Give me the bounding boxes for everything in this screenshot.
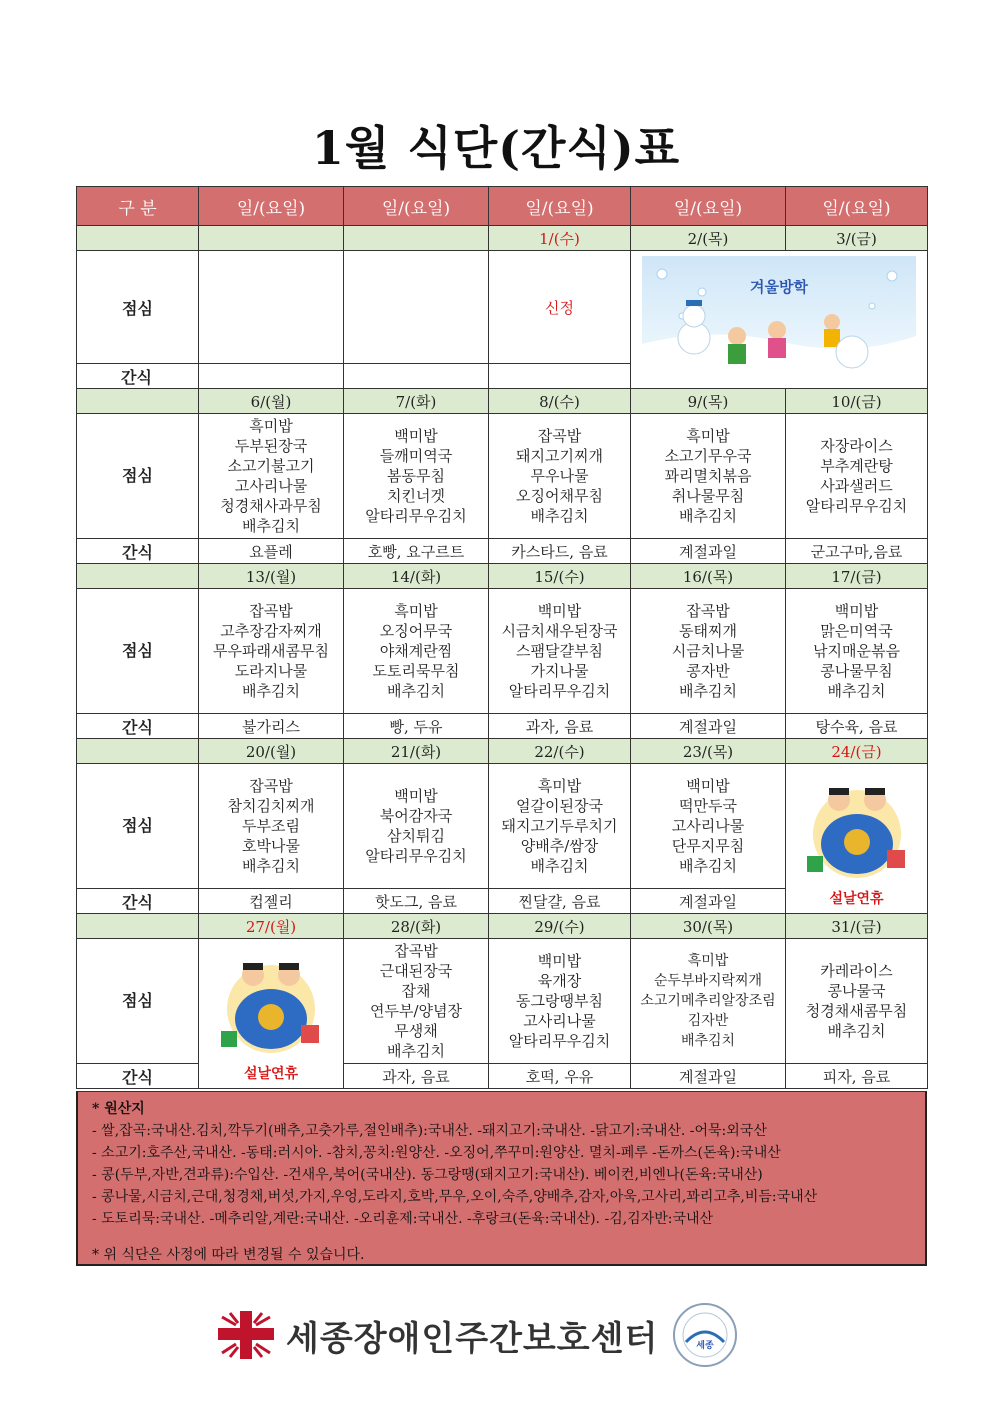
snack-label: 간식 <box>77 714 199 739</box>
menu-item: 잡곡밥 <box>394 942 438 960</box>
menu-item: 배추김치 <box>242 517 300 535</box>
snack-cell: 계절과일 <box>631 714 786 739</box>
menu-cell <box>344 414 489 539</box>
snack-cell: 찐달걀, 음료 <box>489 889 631 914</box>
menu-cell <box>489 764 631 889</box>
winter-break-text: 겨울방학 <box>750 277 808 296</box>
menu-item: 취나물무침 <box>671 487 745 505</box>
menu-item: 무우파래새콤무침 <box>213 642 329 660</box>
winter-break-illustration <box>642 256 916 380</box>
date-cell: 31/(금) <box>786 914 928 939</box>
menu-item: 고추장감자찌개 <box>220 622 322 640</box>
menu-cell <box>489 414 631 539</box>
menu-item: 시금치나물 <box>671 642 745 660</box>
header-category: 구 분 <box>77 187 199 226</box>
menu-item: 카레라이스 <box>820 962 893 980</box>
menu-item: 돼지고기찌개 <box>516 447 603 465</box>
menu-item: 스팸달걀부침 <box>516 642 603 660</box>
menu-item: 무우나물 <box>530 467 589 485</box>
menu-item: 오징어채무침 <box>516 487 603 505</box>
change-notice: * 위 식단은 사정에 따라 변경될 수 있습니다. <box>92 1247 365 1263</box>
menu-item: 배추김치 <box>679 507 737 525</box>
menu-item: 떡만두국 <box>679 797 737 815</box>
menu-item: 배추김치 <box>679 857 737 875</box>
menu-item: 동태찌개 <box>679 622 737 640</box>
menu-cell <box>786 414 928 539</box>
snack-label: 간식 <box>77 539 199 564</box>
date-cell: 27/(월) <box>199 914 344 939</box>
holiday-label: 설날연휴 <box>243 1065 299 1082</box>
date-cell <box>199 226 344 251</box>
menu-item: 잡곡밥 <box>249 602 293 620</box>
menu-item: 얼갈이된장국 <box>516 797 603 815</box>
menu-item: 콩자반 <box>686 662 730 680</box>
date-cell: 7/(화) <box>344 389 489 414</box>
menu-item: 청경채새콤무침 <box>805 1002 908 1020</box>
date-cell: 16/(목) <box>631 564 786 589</box>
menu-item: 삼치튀김 <box>387 827 445 845</box>
menu-cell <box>631 939 786 1064</box>
menu-item: 부추계란탕 <box>820 457 893 475</box>
snack-cell: 불가리스 <box>199 714 344 739</box>
menu-item: 들깨미역국 <box>379 447 453 465</box>
menu-item: 배추김치 <box>679 682 737 700</box>
menu-item: 시금치새우된장국 <box>501 622 618 640</box>
menu-item: 연두부/양념장 <box>370 1002 462 1020</box>
menu-item: 도토리묵무침 <box>372 662 460 680</box>
menu-item: 꽈리멸치볶음 <box>664 467 752 485</box>
lunar-new-year-illustration <box>797 770 917 888</box>
date-row <box>77 389 928 414</box>
org-name: 세종장애인주간보호센터 <box>286 1318 659 1359</box>
lunch-row <box>77 589 928 714</box>
snack-label: 간식 <box>77 889 199 914</box>
menu-item: 알타리무우김치 <box>365 847 467 865</box>
menu-item: 맑은미역국 <box>820 622 893 640</box>
menu-item: 잡곡밥 <box>537 427 582 445</box>
menu-item: 잡곡밥 <box>686 602 730 620</box>
menu-cell <box>344 939 489 1064</box>
menu-item: 두부된장국 <box>234 437 308 455</box>
lunch-label: 점심 <box>77 589 199 714</box>
date-cell: 30/(목) <box>631 914 786 939</box>
lunch-label: 점심 <box>77 764 199 889</box>
menu-cell <box>199 589 344 714</box>
menu-cell <box>786 939 928 1064</box>
snack-cell: 빵, 두유 <box>344 714 489 739</box>
menu-item: 백미밥 <box>394 427 438 445</box>
lunch-row <box>77 251 928 364</box>
menu-item: 도라지나물 <box>234 662 308 680</box>
menu-item: 백미밥 <box>537 952 582 970</box>
menu-item: 봄동무침 <box>387 467 445 485</box>
menu-item: 백미밥 <box>834 602 879 620</box>
date-row <box>77 739 928 764</box>
menu-item: 알타리무우김치 <box>365 507 467 525</box>
date-cell: 3/(금) <box>786 226 928 251</box>
date-cell: 17/(금) <box>786 564 928 589</box>
date-cell: 9/(목) <box>631 389 786 414</box>
menu-item: 고사리나물 <box>234 477 308 495</box>
menu-item: 돼지고기두루치기 <box>501 817 618 835</box>
menu-item: 치킨너겟 <box>387 487 445 505</box>
snack-cell: 핫도그, 음료 <box>344 889 489 914</box>
menu-item: 배추김치 <box>242 857 300 875</box>
lunch-label: 점심 <box>77 414 199 539</box>
menu-cell <box>489 939 631 1064</box>
date-cell: 10/(금) <box>786 389 928 414</box>
menu-cell <box>489 589 631 714</box>
origin-line: - 쌀,잡곡:국내산.김치,깍두기(배추,고춧가루,절인배추):국내산. -돼지고기:국내산. -닭고기:국내산. -어묵:외국산 <box>92 1123 767 1139</box>
menu-item: 배추김치 <box>387 1042 445 1060</box>
winter-break-cell <box>631 251 928 389</box>
date-cell: 24/(금) <box>786 739 928 764</box>
lunch-label: 점심 <box>77 251 199 364</box>
menu-item: 두부조림 <box>242 817 300 835</box>
caritas-cross-icon <box>218 1311 274 1359</box>
menu-item: 청경채사과무침 <box>220 497 322 515</box>
lunch-label: 점심 <box>77 939 199 1064</box>
menu-item: 근대된장국 <box>379 962 453 980</box>
menu-cell <box>631 589 786 714</box>
menu-item: 콩나물국 <box>827 982 886 1000</box>
menu-item: 순두부바지락찌개 <box>653 973 763 989</box>
date-cell: 6/(월) <box>199 389 344 414</box>
menu-item: 백미밥 <box>686 777 730 795</box>
menu-item: 흑미밥 <box>394 602 438 620</box>
header-col: 일/(요일) <box>786 187 928 226</box>
header-row <box>77 187 928 226</box>
menu-item: 소고기메추리알장조림 <box>640 993 776 1009</box>
date-cell: 21/(화) <box>344 739 489 764</box>
menu-item: 알타리무우김치 <box>508 682 611 700</box>
snack-cell: 과자, 음료 <box>489 714 631 739</box>
date-cell <box>344 226 489 251</box>
menu-item: 흑미밥 <box>687 953 729 969</box>
date-row <box>77 564 928 589</box>
org-logo <box>218 1302 738 1368</box>
menu-item: 소고기무우국 <box>664 447 752 465</box>
menu-item: 백미밥 <box>537 602 582 620</box>
menu-item: 알타리무우김치 <box>508 1032 611 1050</box>
page-title: 1월 식단(간식)표 <box>311 121 681 175</box>
menu-item: 배추김치 <box>387 682 445 700</box>
snack-cell: 계절과일 <box>631 1064 786 1089</box>
menu-item: 북어감자국 <box>379 807 453 825</box>
menu-cell <box>199 764 344 889</box>
snack-cell: 계절과일 <box>631 539 786 564</box>
date-cell: 22/(수) <box>489 739 631 764</box>
date-cell: 13/(월) <box>199 564 344 589</box>
snack-cell: 요플레 <box>199 539 344 564</box>
menu-item: 소고기불고기 <box>227 457 315 475</box>
menu-item: 사과샐러드 <box>820 477 893 495</box>
header-col: 일/(요일) <box>489 187 631 226</box>
holiday-cell <box>199 939 344 1089</box>
menu-item: 배추김치 <box>827 1022 886 1040</box>
menu-item: 배추김치 <box>827 682 886 700</box>
header-col: 일/(요일) <box>344 187 489 226</box>
origin-line: - 콩(두부,자반,견과류):수입산. -건새우,북어(국내산). 동그랑땡(돼지고기:국내산). 베이컨,비엔나(돈육:국내산) <box>92 1167 763 1183</box>
origin-line: - 콩나물,시금치,근대,청경채,버섯,가지,우엉,도라지,호박,무우,오이,숙주,양배추,감자,아욱,고사리,꽈리고추,비듬:국내산 <box>92 1189 818 1205</box>
menu-item: 참치김치찌개 <box>227 797 315 815</box>
menu-item: 무생채 <box>394 1022 438 1040</box>
date-cell: 1/(수) <box>489 226 631 251</box>
snack-cell: 계절과일 <box>631 889 786 914</box>
menu-item: 배추김치 <box>530 507 589 525</box>
menu-item: 콩나물무침 <box>820 662 893 680</box>
lunch-row <box>77 939 928 1064</box>
menu-item: 가지나물 <box>530 662 589 680</box>
header-col: 일/(요일) <box>199 187 344 226</box>
holiday-label: 신정 <box>489 251 631 364</box>
menu-cell <box>786 589 928 714</box>
date-cell: 2/(목) <box>631 226 786 251</box>
menu-item: 육개장 <box>537 972 582 990</box>
menu-item: 고사리나물 <box>523 1012 596 1030</box>
menu-item: 김자반 <box>687 1013 729 1029</box>
lunch-row <box>77 764 928 889</box>
holiday-cell <box>786 764 928 914</box>
date-cell: 14/(화) <box>344 564 489 589</box>
date-cell: 23/(목) <box>631 739 786 764</box>
date-cell: 8/(수) <box>489 389 631 414</box>
snack-label: 간식 <box>77 1064 199 1089</box>
snack-cell: 피자, 음료 <box>786 1064 928 1089</box>
menu-item: 단무지무침 <box>671 837 745 855</box>
seal-text: 세종 <box>696 1341 714 1351</box>
origin-line: - 소고기:호주산,국내산. -동태:러시아. -참치,꽁치:원양산. -오징어,쭈꾸미:원양산. 멸치-페루 -돈까스(돈육):국내산 <box>92 1145 781 1161</box>
snack-label: 간식 <box>77 364 199 389</box>
snack-row <box>77 714 928 739</box>
holiday-label: 설날연휴 <box>829 890 884 907</box>
lunch-row <box>77 414 928 539</box>
menu-item: 잡곡밥 <box>249 777 293 795</box>
snack-cell: 컵젤리 <box>199 889 344 914</box>
menu-item: 흑미밥 <box>249 417 293 435</box>
menu-item: 알타리무우김치 <box>805 497 908 515</box>
date-cell: 28/(화) <box>344 914 489 939</box>
snack-cell: 군고구마,음료 <box>786 539 928 564</box>
date-cell: 20/(월) <box>199 739 344 764</box>
city-seal-icon <box>672 1302 738 1368</box>
menu-item: 야채계란찜 <box>379 642 453 660</box>
menu-item: 호박나물 <box>242 837 300 855</box>
menu-cell <box>344 589 489 714</box>
origin-heading: * 원산지 <box>92 1101 145 1117</box>
menu-item: 고사리나물 <box>671 817 745 835</box>
menu-item: 백미밥 <box>394 787 438 805</box>
menu-item: 낚지매운볶음 <box>813 642 900 660</box>
header-col: 일/(요일) <box>631 187 786 226</box>
snack-cell: 호떡, 우유 <box>489 1064 631 1089</box>
menu-item: 배추김치 <box>242 682 300 700</box>
snack-row <box>77 539 928 564</box>
snack-cell: 호빵, 요구르트 <box>344 539 489 564</box>
menu-cell <box>631 414 786 539</box>
origin-line: - 도토리묵:국내산. -메추리알,계란:국내산. -오리훈제:국내산. -후랑크(돈육:국내산). -김,김자반:국내산 <box>92 1211 714 1227</box>
menu-item: 동그랑땡부침 <box>516 992 603 1010</box>
menu-item: 배추김치 <box>680 1033 736 1049</box>
menu-item: 흑미밥 <box>686 427 730 445</box>
menu-cell <box>344 764 489 889</box>
snack-cell: 카스타드, 음료 <box>489 539 631 564</box>
menu-cell <box>631 764 786 889</box>
date-cell: 29/(수) <box>489 914 631 939</box>
menu-cell <box>199 414 344 539</box>
date-row <box>77 914 928 939</box>
snack-cell: 탕수육, 음료 <box>786 714 928 739</box>
origin-info <box>76 1091 927 1266</box>
menu-table <box>76 186 928 1089</box>
menu-item: 자장라이스 <box>820 437 893 455</box>
date-row <box>77 226 928 251</box>
date-cell: 15/(수) <box>489 564 631 589</box>
menu-item: 잡채 <box>401 982 431 1000</box>
menu-item: 양배추/쌈장 <box>520 837 599 855</box>
menu-item: 흑미밥 <box>537 777 582 795</box>
menu-item: 배추김치 <box>530 857 589 875</box>
snack-cell: 과자, 음료 <box>344 1064 489 1089</box>
lunar-new-year-illustration <box>211 945 331 1063</box>
menu-item: 오징어무국 <box>379 622 453 640</box>
